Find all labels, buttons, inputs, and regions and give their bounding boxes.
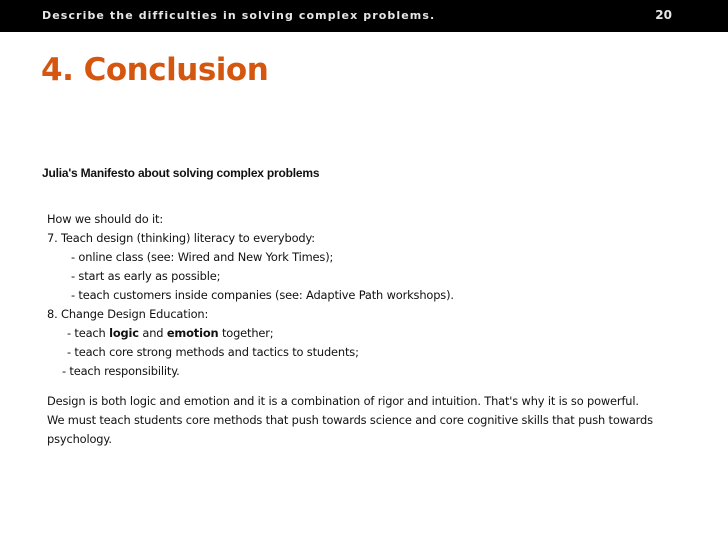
point-8-item: - teach responsibility. — [62, 364, 180, 378]
header-title: Describe the difficulties in solving complex problems. — [42, 9, 436, 22]
page-number: 20 — [655, 8, 672, 22]
intro-line: How we should do it: — [47, 212, 164, 226]
point-8-item-suffix: together; — [218, 326, 274, 340]
point-7-item: - start as early as possible; — [71, 269, 221, 283]
paragraph-gap — [47, 381, 653, 392]
point-8-item: - teach core strong methods and tactics to students; — [67, 345, 359, 359]
closing-line: Design is both logic and emotion and it is a combination of rigor and intuition. That's why it is so powerful. — [47, 394, 639, 408]
keyword-logic: logic — [109, 326, 139, 340]
point-8: 8. Change Design Education: — [47, 307, 209, 321]
point-7-item: - teach customers inside companies (see: Adaptive Path workshops). — [71, 288, 454, 302]
slide-heading: 4. Conclusion — [41, 52, 269, 88]
point-8-item-prefix: - teach — [67, 326, 110, 340]
keyword-emotion: emotion — [166, 326, 219, 340]
slide-subheading: Julia's Manifesto about solving complex problems — [42, 166, 320, 180]
point-8-item — [47, 324, 653, 343]
closing-line: psychology. — [47, 432, 112, 446]
point-8-item-and: and — [138, 326, 167, 340]
header-bar — [0, 0, 728, 32]
closing-line: We must teach students core methods that push towards science and core cognitive skills that push towards — [47, 413, 653, 427]
slide-body — [47, 210, 653, 449]
point-7: 7. Teach design (thinking) literacy to everybody: — [47, 231, 315, 245]
point-7-item: - online class (see: Wired and New York Times); — [71, 250, 334, 264]
